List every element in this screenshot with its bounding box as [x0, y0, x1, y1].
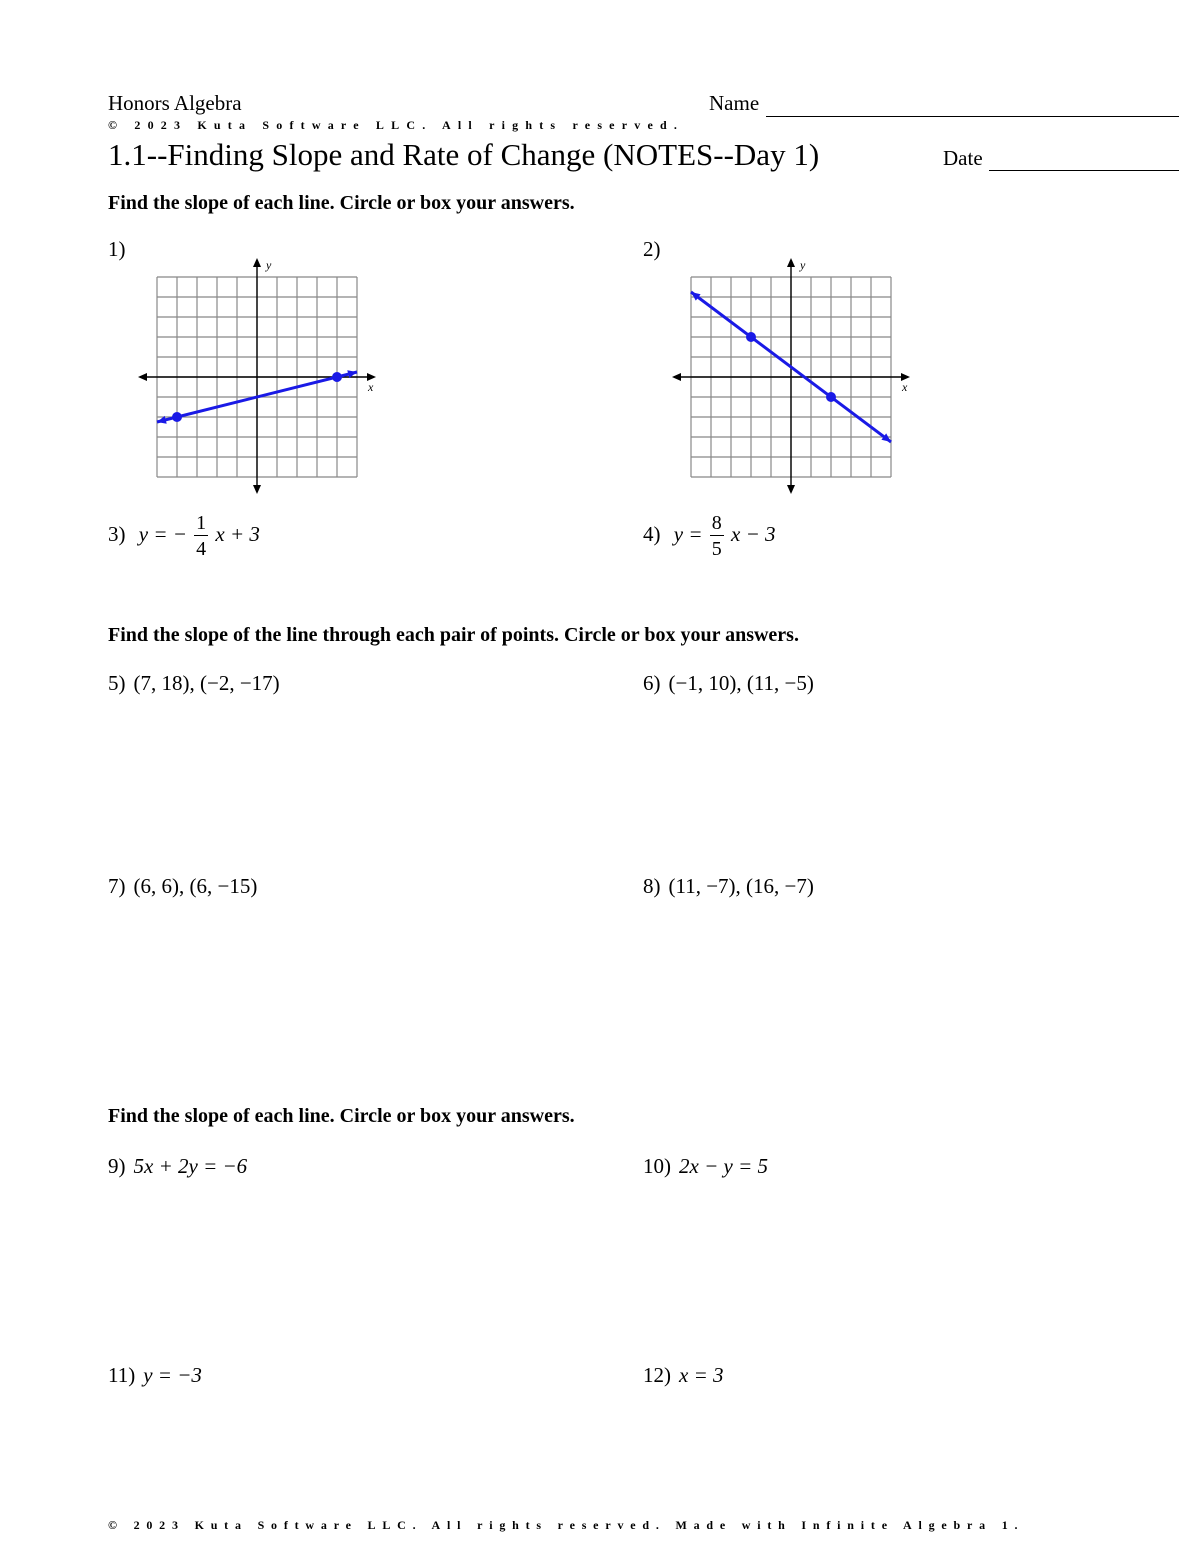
problem-3-denominator: 4: [196, 538, 207, 560]
problem-10: [643, 1154, 768, 1179]
problem-3-fraction: [194, 513, 208, 559]
problem-7-number: 7): [108, 874, 126, 898]
plotted-point: [826, 392, 836, 402]
y-axis-bottom-arrow: [787, 485, 795, 494]
problem-4: [643, 513, 776, 559]
x-axis-left-arrow: [138, 373, 147, 381]
problem-4-lhs: y =: [673, 521, 708, 546]
copyright-footer: © 2023 Kuta Software LLC. All rights reserved. Made with Infinite Algebra 1.: [108, 1518, 1025, 1532]
plotted-point: [172, 412, 182, 422]
problem-8-number: 8): [643, 874, 661, 898]
x-axis-left-arrow: [672, 373, 681, 381]
problem-4-rhs: x − 3: [731, 521, 776, 546]
problem-5: [108, 671, 280, 696]
name-blank-line[interactable]: [766, 116, 1179, 117]
problem-7: [108, 874, 257, 899]
problem-6-points: (−1, 10), (11, −5): [668, 671, 814, 695]
copyright-header: © 2023 Kuta Software LLC. All rights reserved.: [108, 118, 685, 132]
problem-4-number: 4): [643, 521, 661, 546]
problem-8: [643, 874, 814, 899]
problem-3-number: 3): [108, 521, 126, 546]
problem-3-numerator: 1: [196, 512, 207, 534]
problem-5-points: (7, 18), (−2, −17): [133, 671, 280, 695]
y-axis-label: y: [800, 258, 806, 272]
problem-12-number: 12): [643, 1363, 671, 1387]
problem-10-equation: 2x − y = 5: [679, 1154, 768, 1178]
problem-8-points: (11, −7), (16, −7): [668, 874, 814, 898]
problem-1-number: 1): [108, 237, 126, 261]
problem-9: [108, 1154, 247, 1179]
problem-12-equation: x = 3: [679, 1363, 724, 1387]
problem-2-number: 2): [643, 237, 661, 261]
problem-11-number: 11): [108, 1363, 136, 1387]
plotted-point: [332, 372, 342, 382]
y-axis-bottom-arrow: [253, 485, 261, 494]
problem-11-equation: y = −3: [143, 1363, 202, 1387]
date-blank-line[interactable]: [989, 170, 1179, 171]
section-2-instruction: Find the slope of the line through each pair of points. Circle or box your answers.: [108, 624, 799, 646]
course-name: Honors Algebra: [108, 91, 242, 115]
problem-9-equation: 5x + 2y = −6: [133, 1154, 248, 1178]
problem-3-rhs: x + 3: [215, 521, 260, 546]
problem-12: [643, 1363, 724, 1388]
x-axis-label: x: [368, 380, 374, 394]
problem-3: [108, 513, 260, 559]
problem-6-number: 6): [643, 671, 661, 695]
problem-6: [643, 671, 814, 696]
date-label: Date: [943, 146, 983, 170]
y-axis-top-arrow: [787, 258, 795, 267]
problem-7-points: (6, 6), (6, −15): [133, 874, 258, 898]
problem-3-lhs: y = −: [138, 521, 187, 546]
problem-2-graph: [664, 250, 914, 500]
problem-4-numerator: 8: [711, 512, 722, 534]
y-axis-top-arrow: [253, 258, 261, 267]
problem-4-denominator: 5: [711, 538, 722, 560]
problem-4-fraction: [710, 513, 724, 559]
name-label: Name: [709, 91, 760, 115]
problem-10-number: 10): [643, 1154, 671, 1178]
section-3-instruction: Find the slope of each line. Circle or box your answers.: [108, 1105, 575, 1127]
plotted-point: [746, 332, 756, 342]
y-axis-label: y: [266, 258, 272, 272]
worksheet-title: 1.1--Finding Slope and Rate of Change (NOTES--Day 1): [108, 137, 820, 172]
problem-11: [108, 1363, 202, 1388]
problem-5-number: 5): [108, 671, 126, 695]
section-1-instruction: Find the slope of each line. Circle or box your answers.: [108, 192, 575, 214]
x-axis-label: x: [902, 380, 908, 394]
problem-9-number: 9): [108, 1154, 126, 1178]
problem-1-graph: [130, 250, 380, 500]
